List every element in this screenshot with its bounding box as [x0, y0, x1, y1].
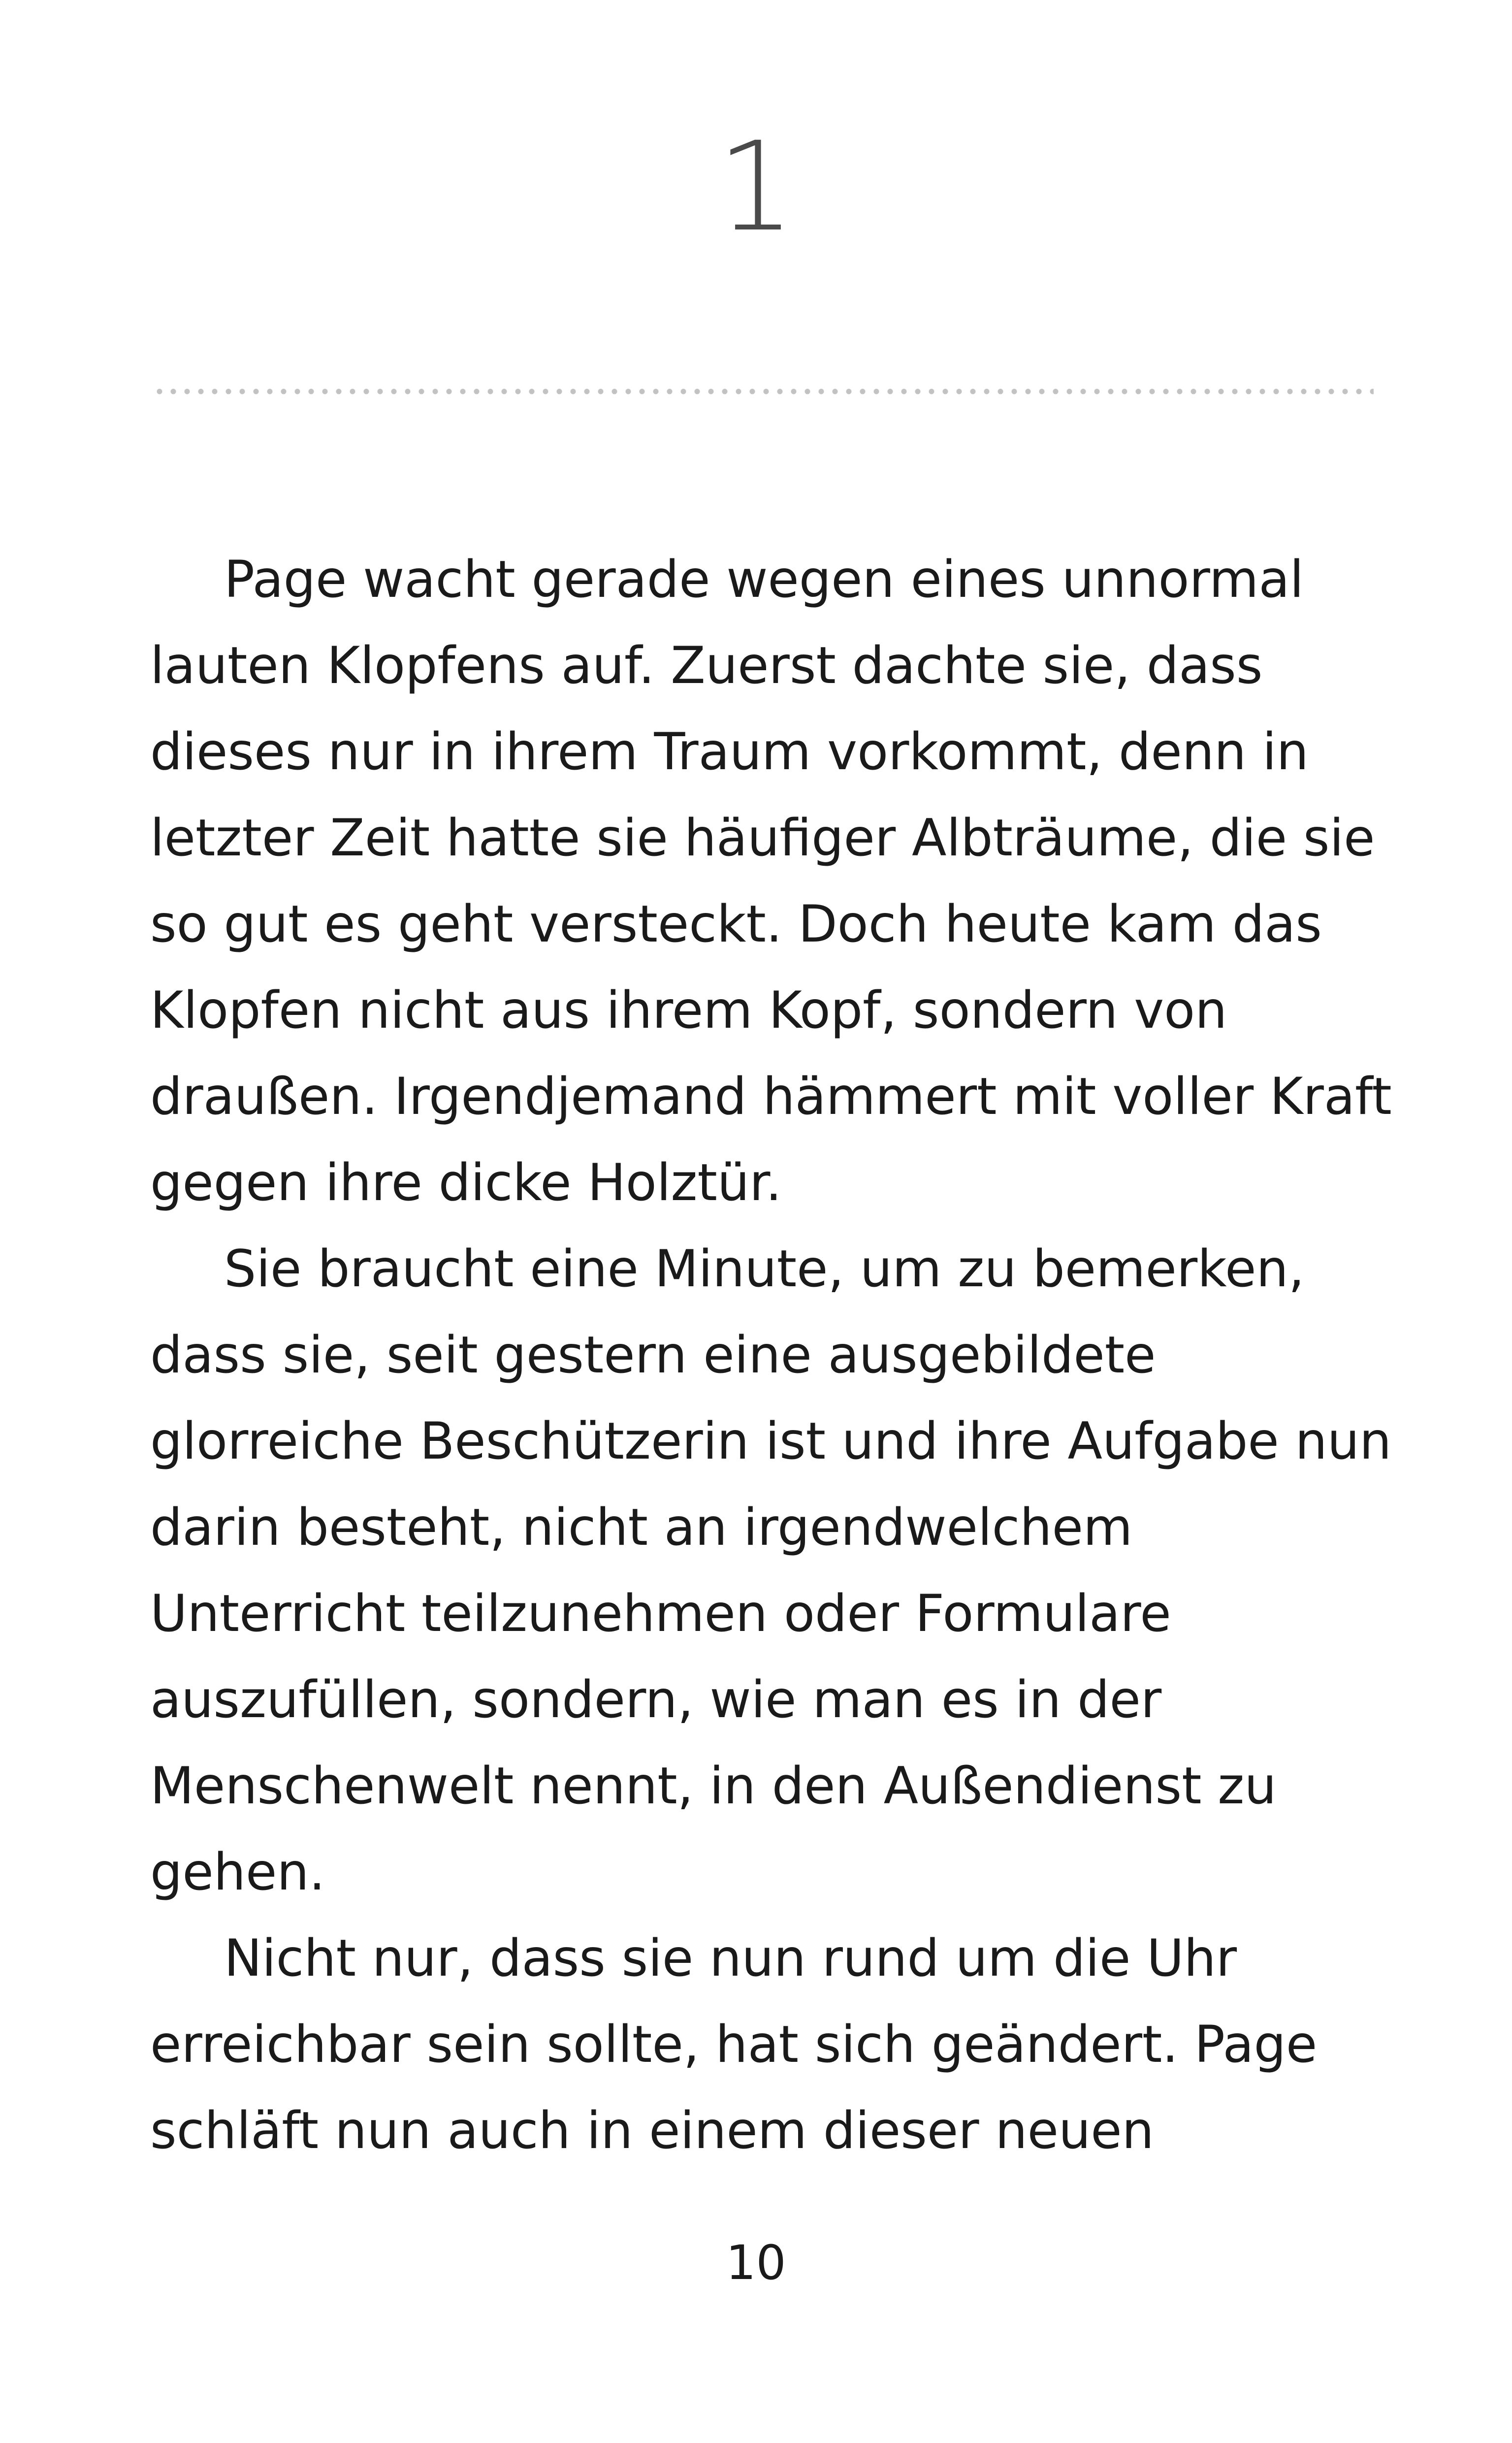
page-number: 10: [726, 2235, 786, 2290]
chapter-body-text: [150, 537, 1401, 2174]
paragraph: Sie braucht eine Minute, um zu bemerken, dass sie, seit gestern eine ausgebildete glorreiche Beschützerin ist und ihre Aufgabe nun darin besteht, nicht an irgendwelchem Unterricht teilzunehmen oder Formulare auszufüllen, sondern, wie man es in der Menschenwelt nennt, in den Außendienst zu gehen.: [150, 1239, 1392, 1902]
paragraph: Page wacht gerade wegen eines unnormal lauten Klopfens auf. Zuerst dachte sie, dass dieses nur in ihrem Traum vorkommt, denn in letzter Zeit hatte sie häufiger Albträume, die sie so gut es geht versteckt. Doch heute kam das Klopfen nicht aus ihrem Kopf, sondern von draußen. Irgendjemand hämmert mit voller Kraft gegen ihre dicke Holztür.: [150, 550, 1392, 1212]
paragraph: Nicht nur, dass sie nun rund um die Uhr erreichbar sein sollte, hat sich geändert. Page schläft nun auch in einem dieser neuen: [150, 1929, 1318, 2160]
dotted-divider: [153, 388, 1374, 395]
chapter-number: 1: [716, 115, 796, 259]
